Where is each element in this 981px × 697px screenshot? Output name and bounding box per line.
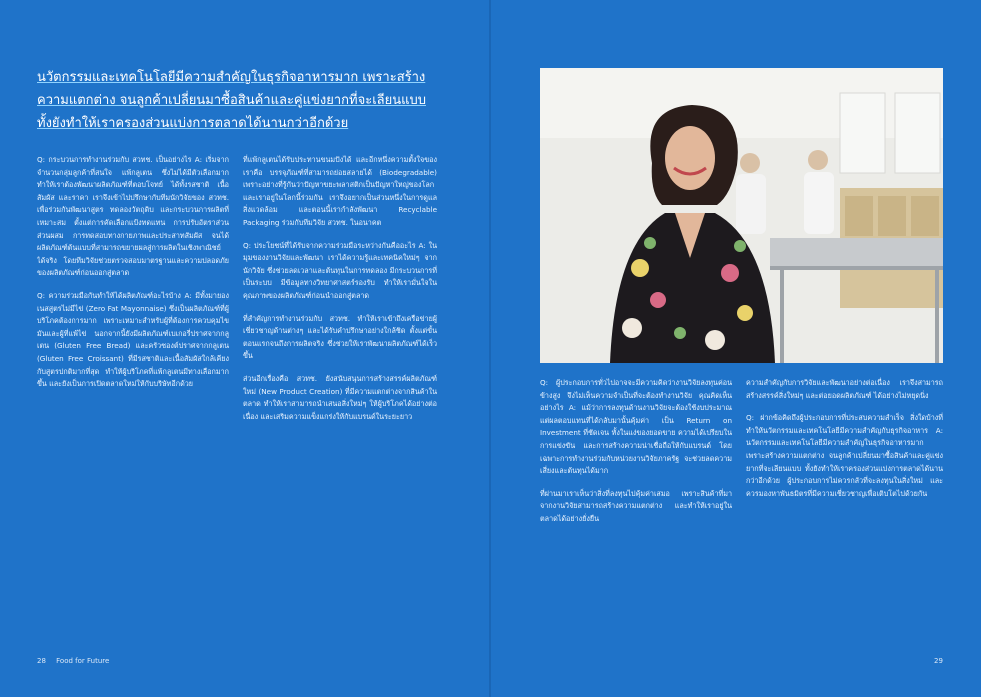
page-gutter [489,0,491,697]
paragraph: ส่วนอีกเรื่องคือ สวทช. ยังสนับสนุนการสร้างสรรค์ผลิตภัณฑ์ใหม่ (New Product Creation) ที่มีความแตกต่างจากสินค้าในตลาด ทำให้เราสามารถนำเสนอสิ่งใหม่ๆ ให้ผู้บริโภคได้อย่างต่อเนื่อง และเสริมความแข็งแกร่งให้กับแบรนด์ในระยะยาว [243,373,437,421]
paragraph: ที่สำคัญการทำงานร่วมกับ สวทช. ทำให้เราเข้าถึงเครือข่ายผู้เชี่ยวชาญด้านต่างๆ และได้รับคำปรึกษาอย่างใกล้ชิด ตั้งแต่ขั้นตอนแรกจนถึงการผลิตจริง ซึ่งช่วยให้เราพัฒนาผลิตภัณฑ์ได้เร็วขึ้น [243,313,437,361]
portrait-photo [540,68,943,363]
paragraph: ที่ผ่านมาเราเห็นว่าสิ่งที่ลงทุนไปคุ้มค่าเสมอ เพราะสินค้าที่มาจากงานวิจัยสามารถสร้างความแตกต่าง และทำให้เราอยู่ในตลาดได้อย่างยั่งยืน [540,488,732,523]
paragraph: ที่แพ้กลูเตนได้รับประทานขนมปังได้ และอีกหนึ่งความตั้งใจของเราคือ บรรจุภัณฑ์ที่สามารถย่อยสลายได้ (Biodegradable) เพราะอย่างที่รู้กันว่าปัญหาขยะพลาสติกเป็นปัญหาใหญ่ของโลก และเราอยู่ในโลกนี้ร่วมกัน เราจึงอยากเป็นส่วนหนึ่งในการดูแลสิ่งแวดล้อม และตอนนี้เรากำลังพัฒนา Recyclable Packaging ร่วมกับทีมวิจัย สวทช. ในอนาคต [243,155,437,227]
paragraph: ความสำคัญกับการวิจัยและพัฒนาอย่างต่อเนื่อง เราจึงสามารถสร้างสรรค์สิ่งใหม่ๆ และต่อยอดผลิตภัณฑ์ ได้อย่างไม่หยุดนิ่ง [746,378,943,400]
text-column-2 [243,154,437,654]
paragraph: Q: ฝากข้อคิดถึงผู้ประกอบการที่ประสบความสำเร็จ สิ่งใดบ้างที่ทำให้นวัตกรรมและเทคโนโลยีมีความสำคัญกับธุรกิจอาหาร A: นวัตกรรมและเทคโนโลยีมีความสำคัญในธุรกิจอาหารมาก เพราะสร้างความแตกต่าง จนลูกค้าเปลี่ยนมาซื้อสินค้าและคู่แข่งยากที่จะเลียนแบบ ทั้งยังทำให้เราครองส่วนแบ่งการตลาดได้นานกว่าอีกด้วย ผู้ประกอบการไม่ควรกลัวที่จะลงทุนในสิ่งใหม่ และควรมองหาพันธมิตรที่มีความเชี่ยวชาญเพื่อเติบโตไปด้วยกัน [746,413,943,498]
paragraph: Q: ผู้ประกอบการทั่วไปอาจจะมีความคิดว่างานวิจัยลงทุนค่อนข้างสูง จึงไม่เห็นความจำเป็นที่จะต้องทำงานวิจัย คุณคิดเห็นอย่างไร A: แม้ว่าการลงทุนด้านงานวิจัยจะต้องใช้งบประมาณ แต่ผลตอบแทนที่ได้กลับมานั้นคุ้มค่า เป็น Return on Investment ที่ชัดเจน ทั้งในแง่ของยอดขาย ความได้เปรียบในการแข่งขัน และการสร้างความน่าเชื่อถือให้กับแบรนด์ โดยเฉพาะการทำงานร่วมกับหน่วยงานวิจัยภาครัฐ จะช่วยลดความเสี่ยงและต้นทุนได้มาก [540,378,732,476]
headline-quote: นวัตกรรมและเทคโนโลยีมีความสำคัญในธุรกิจอาหารมาก เพราะสร้างความแตกต่าง จนลูกค้าเปลี่ยนมาซื้อสินค้าและคู่แข่งยากที่จะเลียนแบบ ทั้งยังทำให้เราครองส่วนแบ่งการตลาดได้นานกว่าอีกด้วย [37,70,426,131]
footer-right [934,657,943,665]
text-column-3 [540,377,732,647]
publication-title: Food for Future [56,657,110,665]
page-number: 29 [934,657,943,665]
paragraph: Q: กระบวนการทำงานร่วมกับ สวทช. เป็นอย่างไร A: เริ่มจากจำนวนกลุ่มลูกค้าที่สนใจ แพ้กลูเตน ซึ่งไม่ได้มีตัวเลือกมาก ทำให้เราต้องพัฒนาผลิตภัณฑ์ที่ตอบโจทย์ ได้ทั้งรสชาติ เนื้อสัมผัส และราคา เราจึงเข้าไปปรึกษากับทีมนักวิจัยของ สวทช. เพื่อร่วมกันพัฒนาสูตร ทดลองวัตถุดิบ และกระบวนการผลิตที่เหมาะสม ตั้งแต่การคัดเลือกแป้งทดแทน การปรับอัตราส่วนส่วนผสม การทดสอบทางกายภาพและประสาทสัมผัส จนได้ผลิตภัณฑ์ต้นแบบที่สามารถขยายผลสู่การผลิตในเชิงพาณิชย์ได้จริง โดยทีมวิจัยช่วยตรวจสอบมาตรฐานและความปลอดภัยของผลิตภัณฑ์ก่อนออกสู่ตลาด [37,155,229,278]
page-number: 28 [37,657,46,665]
footer-left [37,657,109,665]
paragraph: Q: ความร่วมมือกันทำให้ได้ผลิตภัณฑ์อะไรบ้าง A: มีทั้งมายองเนสสูตรไม่มีไข่ (Zero Fat Mayonnaise) ซึ่งเป็นผลิตภัณฑ์ที่ผู้บริโภคต้องการมาก เพราะเหมาะสำหรับผู้ที่ต้องการควบคุมไขมันและผู้ที่แพ้ไข่ นอกจากนี้ยังมีผลิตภัณฑ์เบเกอรี่ปราศจากกลูเตน (Gluten Free Bread) และครัวซองต์ปราศจากกลูเตน (Gluten Free Croissant) ที่มีรสชาติและเนื้อสัมผัสใกล้เคียงกับสูตรปกติมากที่สุด ทำให้ผู้บริโภคที่แพ้กลูเตนมีทางเลือกมากขึ้น และยังเป็นการเปิดตลาดใหม่ให้กับบริษัทอีกด้วย [37,290,229,389]
lab-portrait-illustration [540,68,943,363]
text-column-1 [37,154,229,654]
paragraph: Q: ประโยชน์ที่ได้รับจากความร่วมมือระหว่างกันคืออะไร A: ในมุมของงานวิจัยและพัฒนา เราได้ความรู้และเทคนิคใหม่ๆ จากนักวิจัย ซึ่งช่วยลดเวลาและต้นทุนในการทดลอง มีกระบวนการที่เป็นระบบ มีข้อมูลทางวิทยาศาสตร์รองรับ ทำให้เรามั่นใจในคุณภาพของผลิตภัณฑ์ก่อนนำออกสู่ตลาด [243,240,437,300]
text-column-4 [746,377,943,647]
